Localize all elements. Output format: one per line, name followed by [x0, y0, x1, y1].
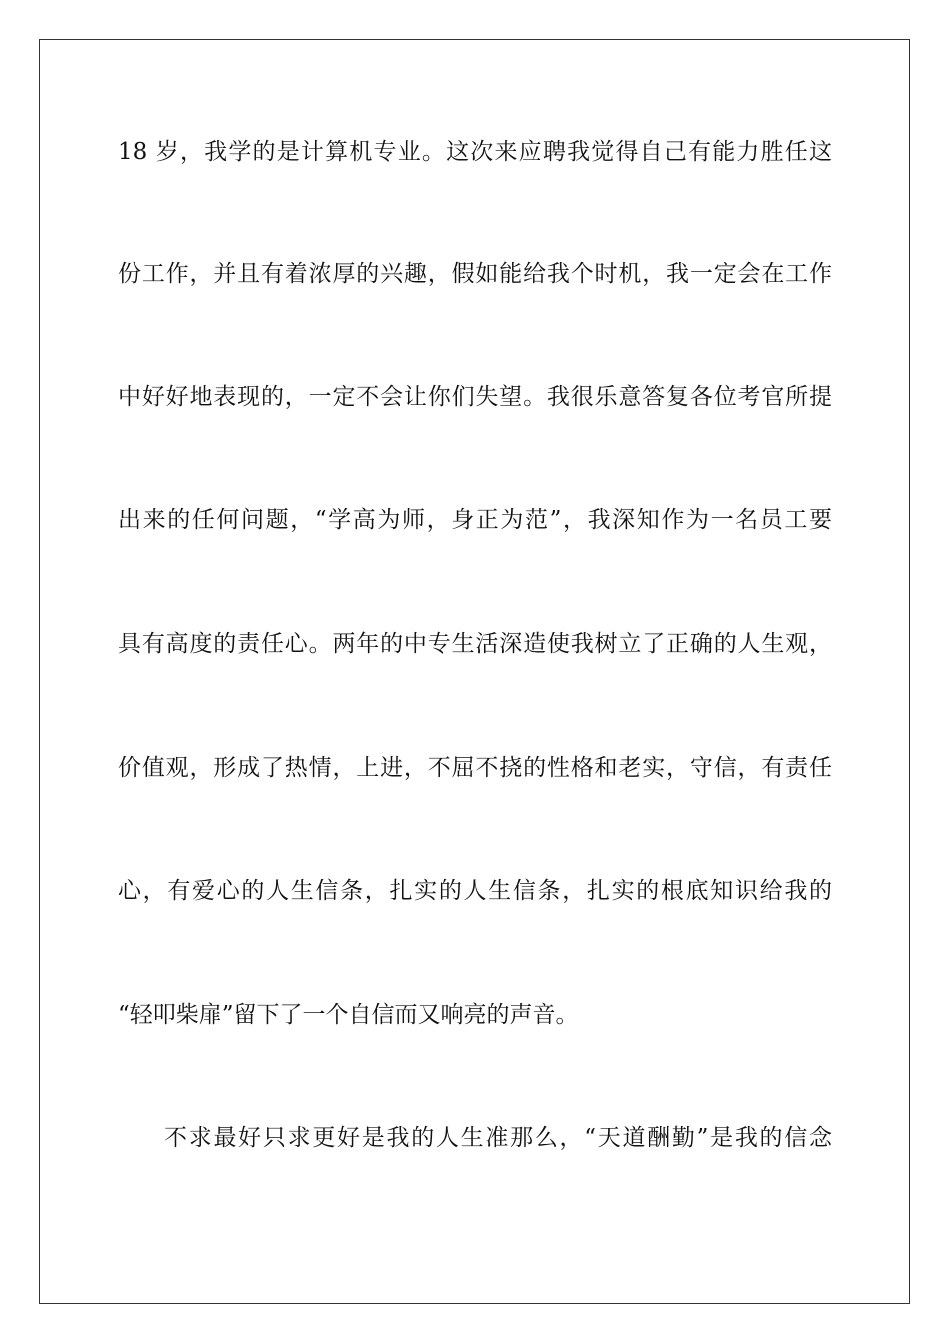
paragraph-line-4: 出来的任何问题，“学高为师，身正为范”，我深知作为一名员工要 — [118, 507, 832, 533]
paragraph-line-5: 具有高度的责任心。两年的中专生活深造使我树立了正确的人生观， — [118, 631, 832, 657]
paragraph-line-7: 心，有爱心的人生信条，扎实的人生信条，扎实的根底知识给我的 — [118, 878, 832, 904]
paragraph-line-6: 价值观，形成了热情，上进，不屈不挠的性格和老实，守信，有责任 — [118, 755, 832, 781]
paragraph-2-line-1 — [118, 1123, 832, 1153]
paragraph-line-1: 18 岁，我学的是计算机专业。这次来应聘我觉得自己有能力胜任这 — [118, 139, 832, 165]
page-border — [39, 39, 910, 1304]
indented-line-text: 不求最好只求更好是我的人生准那么，“天道酬勤”是我的信念 — [164, 1125, 832, 1151]
paragraph-line-3: 中好好地表现的，一定不会让你们失望。我很乐意答复各位考官所提 — [118, 384, 832, 410]
paragraph-line-2: 份工作，并且有着浓厚的兴趣，假如能给我个时机，我一定会在工作 — [118, 261, 832, 287]
paragraph-line-8: “轻叩柴扉”留下了一个自信而又响亮的声音。 — [118, 1002, 579, 1028]
